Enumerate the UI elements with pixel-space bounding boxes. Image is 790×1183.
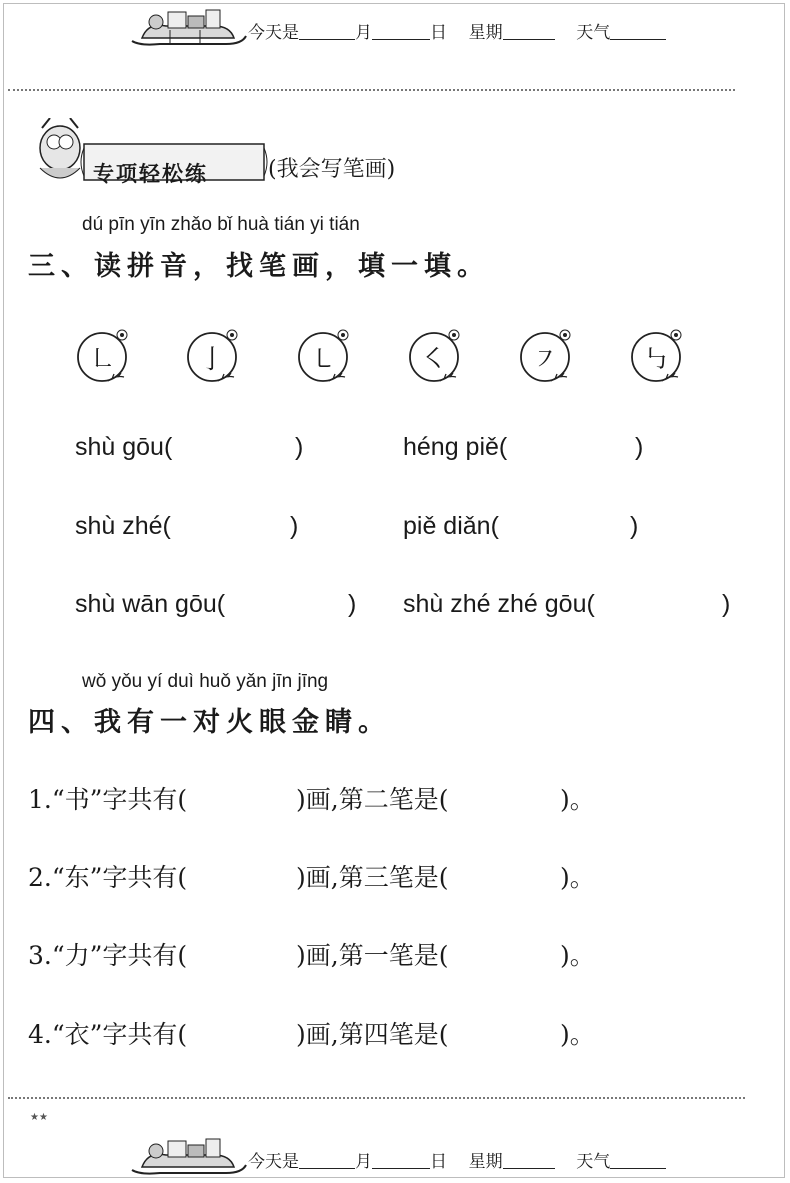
weather-label: 天气 (576, 1152, 611, 1172)
question-lead: 2.“东”字共有( (28, 863, 188, 892)
question-mid: )画,第三笔是( (296, 863, 449, 892)
answer-close-paren: ) (348, 590, 357, 618)
answer-close-paren: ) (722, 590, 731, 618)
stroke-match-item (75, 512, 304, 541)
question-end: )。 (560, 1020, 595, 1049)
stroke-glyph: ㇗ (88, 345, 115, 375)
section3-heading: 三、读拼音，找笔画，填一填。 (28, 251, 490, 282)
day-label: 日 (430, 1152, 447, 1172)
section4-heading: 四、我有一对火眼金睛。 (28, 707, 391, 738)
dotted-divider-top (8, 89, 735, 91)
answer-close-paren: ) (290, 512, 299, 540)
stroke-option-6 (626, 325, 688, 387)
answer-close-paren: ) (630, 512, 639, 540)
sleigh-gift-icon (130, 8, 250, 48)
section4-pinyin: wǒ yǒu yí duì huǒ yǎn jīn jīng (82, 671, 329, 692)
weather-blank[interactable] (610, 23, 666, 40)
weekday-blank[interactable] (503, 1152, 555, 1169)
weather-label: 天气 (576, 23, 611, 43)
header-bottom (130, 1137, 740, 1177)
stroke-option-2 (182, 325, 244, 387)
stroke-glyph: ㇇ (531, 345, 558, 375)
stroke-option-5 (515, 325, 577, 387)
dotted-divider-bottom (8, 1097, 745, 1099)
stroke-option-4 (404, 325, 466, 387)
weekday-label: 星期 (468, 1152, 503, 1172)
question-lead: 3.“力”字共有( (28, 941, 188, 970)
question-end: )。 (560, 863, 595, 892)
month-blank[interactable] (299, 1152, 355, 1169)
banner-subtitle: (我会写笔画) (268, 157, 396, 182)
day-blank[interactable] (372, 1152, 430, 1169)
day-blank[interactable] (372, 23, 430, 40)
section3-pinyin: dú pīn yīn zhǎo bǐ huà tián yi tián (82, 214, 360, 235)
question-item (28, 936, 628, 970)
question-end: )。 (560, 941, 595, 970)
stroke-pinyin: shù gōu( (75, 433, 173, 461)
stroke-match-item (75, 590, 362, 619)
stroke-match-item (75, 433, 309, 462)
stroke-pinyin: héng piě( (403, 433, 508, 461)
stroke-pinyin: shù zhé( (75, 512, 171, 540)
question-mid: )画,第一笔是( (296, 941, 449, 970)
today-label: 今天是 (248, 1152, 299, 1172)
answer-close-paren: ) (635, 433, 644, 461)
date-line (248, 18, 666, 43)
question-lead: 4.“衣”字共有( (28, 1020, 188, 1049)
question-mid: )画,第四笔是( (296, 1020, 449, 1049)
stroke-option-1 (72, 325, 134, 387)
banner-title: 专项轻松练 (93, 162, 208, 186)
month-blank[interactable] (299, 23, 355, 40)
stroke-pinyin: piě diǎn( (403, 512, 499, 540)
question-lead: 1.“书”字共有( (28, 785, 188, 814)
today-label: 今天是 (248, 23, 299, 43)
stroke-glyph: ㇄ (309, 345, 336, 375)
day-label: 日 (430, 23, 447, 43)
stroke-glyph: ㇛ (420, 345, 447, 375)
corner-mark: ★★ (30, 1112, 48, 1123)
question-item (28, 780, 628, 814)
stroke-match-item (403, 590, 736, 619)
date-line (248, 1147, 666, 1172)
question-item (28, 1015, 628, 1049)
month-label: 月 (355, 23, 372, 43)
header-top (130, 8, 740, 48)
stroke-glyph: 亅 (198, 345, 225, 375)
weekday-label: 星期 (468, 23, 503, 43)
answer-close-paren: ) (295, 433, 304, 461)
stroke-match-item (403, 512, 644, 541)
weekday-blank[interactable] (503, 23, 555, 40)
weather-blank[interactable] (610, 1152, 666, 1169)
question-item (28, 858, 628, 892)
stroke-pinyin: shù zhé zhé gōu( (403, 590, 595, 618)
question-end: )。 (560, 785, 595, 814)
month-label: 月 (355, 1152, 372, 1172)
question-mid: )画,第二笔是( (296, 785, 449, 814)
stroke-match-item (403, 433, 649, 462)
stroke-pinyin: shù wān gōu( (75, 590, 226, 618)
sleigh-gift-icon (130, 1137, 250, 1177)
stroke-glyph: ㇉ (642, 345, 669, 375)
stroke-option-3 (293, 325, 355, 387)
